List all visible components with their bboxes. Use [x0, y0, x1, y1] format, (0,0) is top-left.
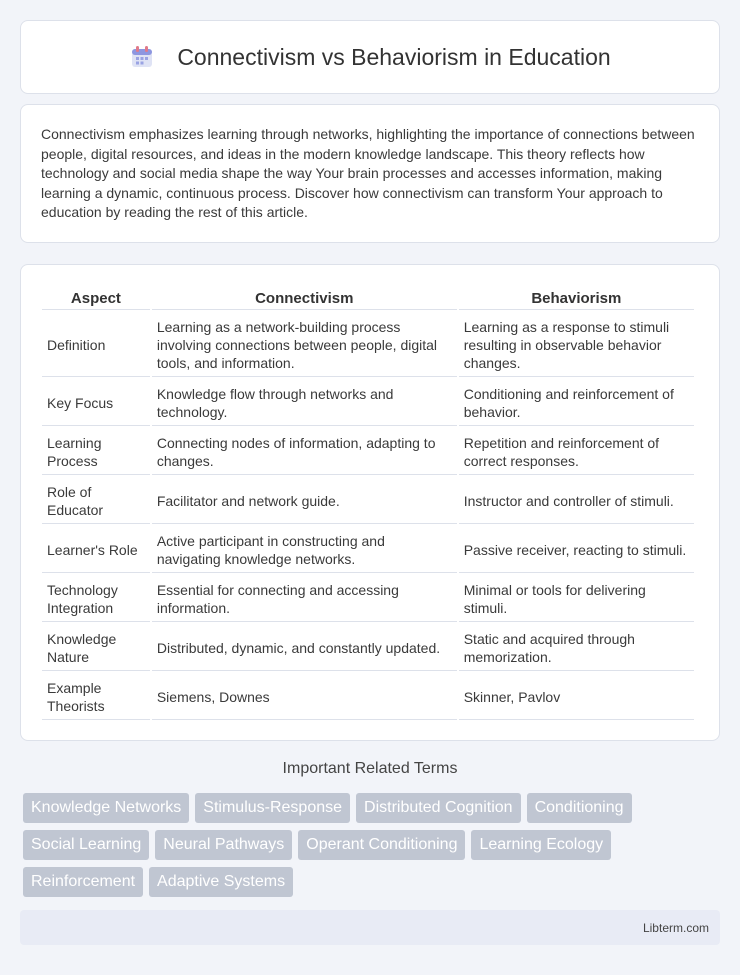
- cell-connectivism: Active participant in constructing and navigating knowledge networks.: [152, 526, 457, 573]
- cell-connectivism: Essential for connecting and accessing information.: [152, 575, 457, 622]
- cell-behaviorism: Passive receiver, reacting to stimuli.: [459, 526, 694, 573]
- cell-behaviorism: Minimal or tools for delivering stimuli.: [459, 575, 694, 622]
- related-terms-tags: [23, 793, 713, 897]
- footer-site-link[interactable]: Libterm.com: [642, 920, 709, 935]
- header-aspect: Aspect: [42, 288, 150, 310]
- table-row: [42, 673, 694, 720]
- cell-aspect: Role of Educator: [42, 477, 150, 524]
- cell-behaviorism: Learning as a response to stimuli resulting in observable behavior changes.: [459, 312, 694, 377]
- comparison-table: [40, 286, 696, 722]
- tag-knowledge-networks[interactable]: Knowledge Networks: [23, 793, 189, 823]
- header-connectivism: Connectivism: [152, 288, 457, 310]
- cell-aspect: Key Focus: [42, 379, 150, 426]
- cell-connectivism: Knowledge flow through networks and technology.: [152, 379, 457, 426]
- cell-connectivism: Learning as a network-building process involving connections between people, digital tools, and information.: [152, 312, 457, 377]
- cell-behaviorism: Repetition and reinforcement of correct responses.: [459, 428, 694, 475]
- cell-aspect: Learning Process: [42, 428, 150, 475]
- tag-learning-ecology[interactable]: Learning Ecology: [471, 830, 611, 860]
- cell-behaviorism: Conditioning and reinforcement of behavior.: [459, 379, 694, 426]
- cell-aspect: Definition: [42, 312, 150, 377]
- table-row: [42, 477, 694, 524]
- cell-aspect: Learner's Role: [42, 526, 150, 573]
- footer: [20, 910, 720, 945]
- cell-connectivism: Connecting nodes of information, adapting to changes.: [152, 428, 457, 475]
- cell-connectivism: Siemens, Downes: [152, 673, 457, 720]
- cell-connectivism: Facilitator and network guide.: [152, 477, 457, 524]
- calendar-icon: [129, 44, 155, 70]
- cell-aspect: Technology Integration: [42, 575, 150, 622]
- intro-card: [20, 104, 720, 243]
- page-title: Connectivism vs Behaviorism in Education: [177, 43, 611, 70]
- related-terms-title: Important Related Terms: [282, 760, 458, 777]
- cell-behaviorism: Static and acquired through memorization.: [459, 624, 694, 671]
- tag-conditioning[interactable]: Conditioning: [527, 793, 632, 823]
- table-row: [42, 575, 694, 622]
- header-card: [20, 20, 720, 94]
- cell-behaviorism: Skinner, Pavlov: [459, 673, 694, 720]
- table-row: [42, 312, 694, 377]
- cell-behaviorism: Instructor and controller of stimuli.: [459, 477, 694, 524]
- comparison-table-card: [20, 264, 720, 741]
- header-behaviorism: Behaviorism: [459, 288, 694, 310]
- table-row: [42, 526, 694, 573]
- tag-social-learning[interactable]: Social Learning: [23, 830, 149, 860]
- tag-stimulus-response[interactable]: Stimulus-Response: [195, 793, 350, 823]
- cell-connectivism: Distributed, dynamic, and constantly updated.: [152, 624, 457, 671]
- tag-operant-conditioning[interactable]: Operant Conditioning: [298, 830, 465, 860]
- tag-reinforcement[interactable]: Reinforcement: [23, 867, 143, 897]
- cell-aspect: Example Theorists: [42, 673, 150, 720]
- table-row: [42, 379, 694, 426]
- cell-aspect: Knowledge Nature: [42, 624, 150, 671]
- tag-adaptive-systems[interactable]: Adaptive Systems: [149, 867, 293, 897]
- table-row: [42, 428, 694, 475]
- tag-distributed-cognition[interactable]: Distributed Cognition: [356, 793, 521, 823]
- tag-neural-pathways[interactable]: Neural Pathways: [155, 830, 292, 860]
- intro-text: Connectivism emphasizes learning through networks, highlighting the importance of connections between people, digital resources, and ideas in the modern knowledge landscape. This theory reflects how technology and social media shape the way Your brain processes and accesses information, making learning a dynamic, continuous process. Discover how connectivism can transform Your approach to education by reading the rest of this article.: [41, 126, 695, 221]
- table-header-row: [42, 288, 694, 310]
- table-row: [42, 624, 694, 671]
